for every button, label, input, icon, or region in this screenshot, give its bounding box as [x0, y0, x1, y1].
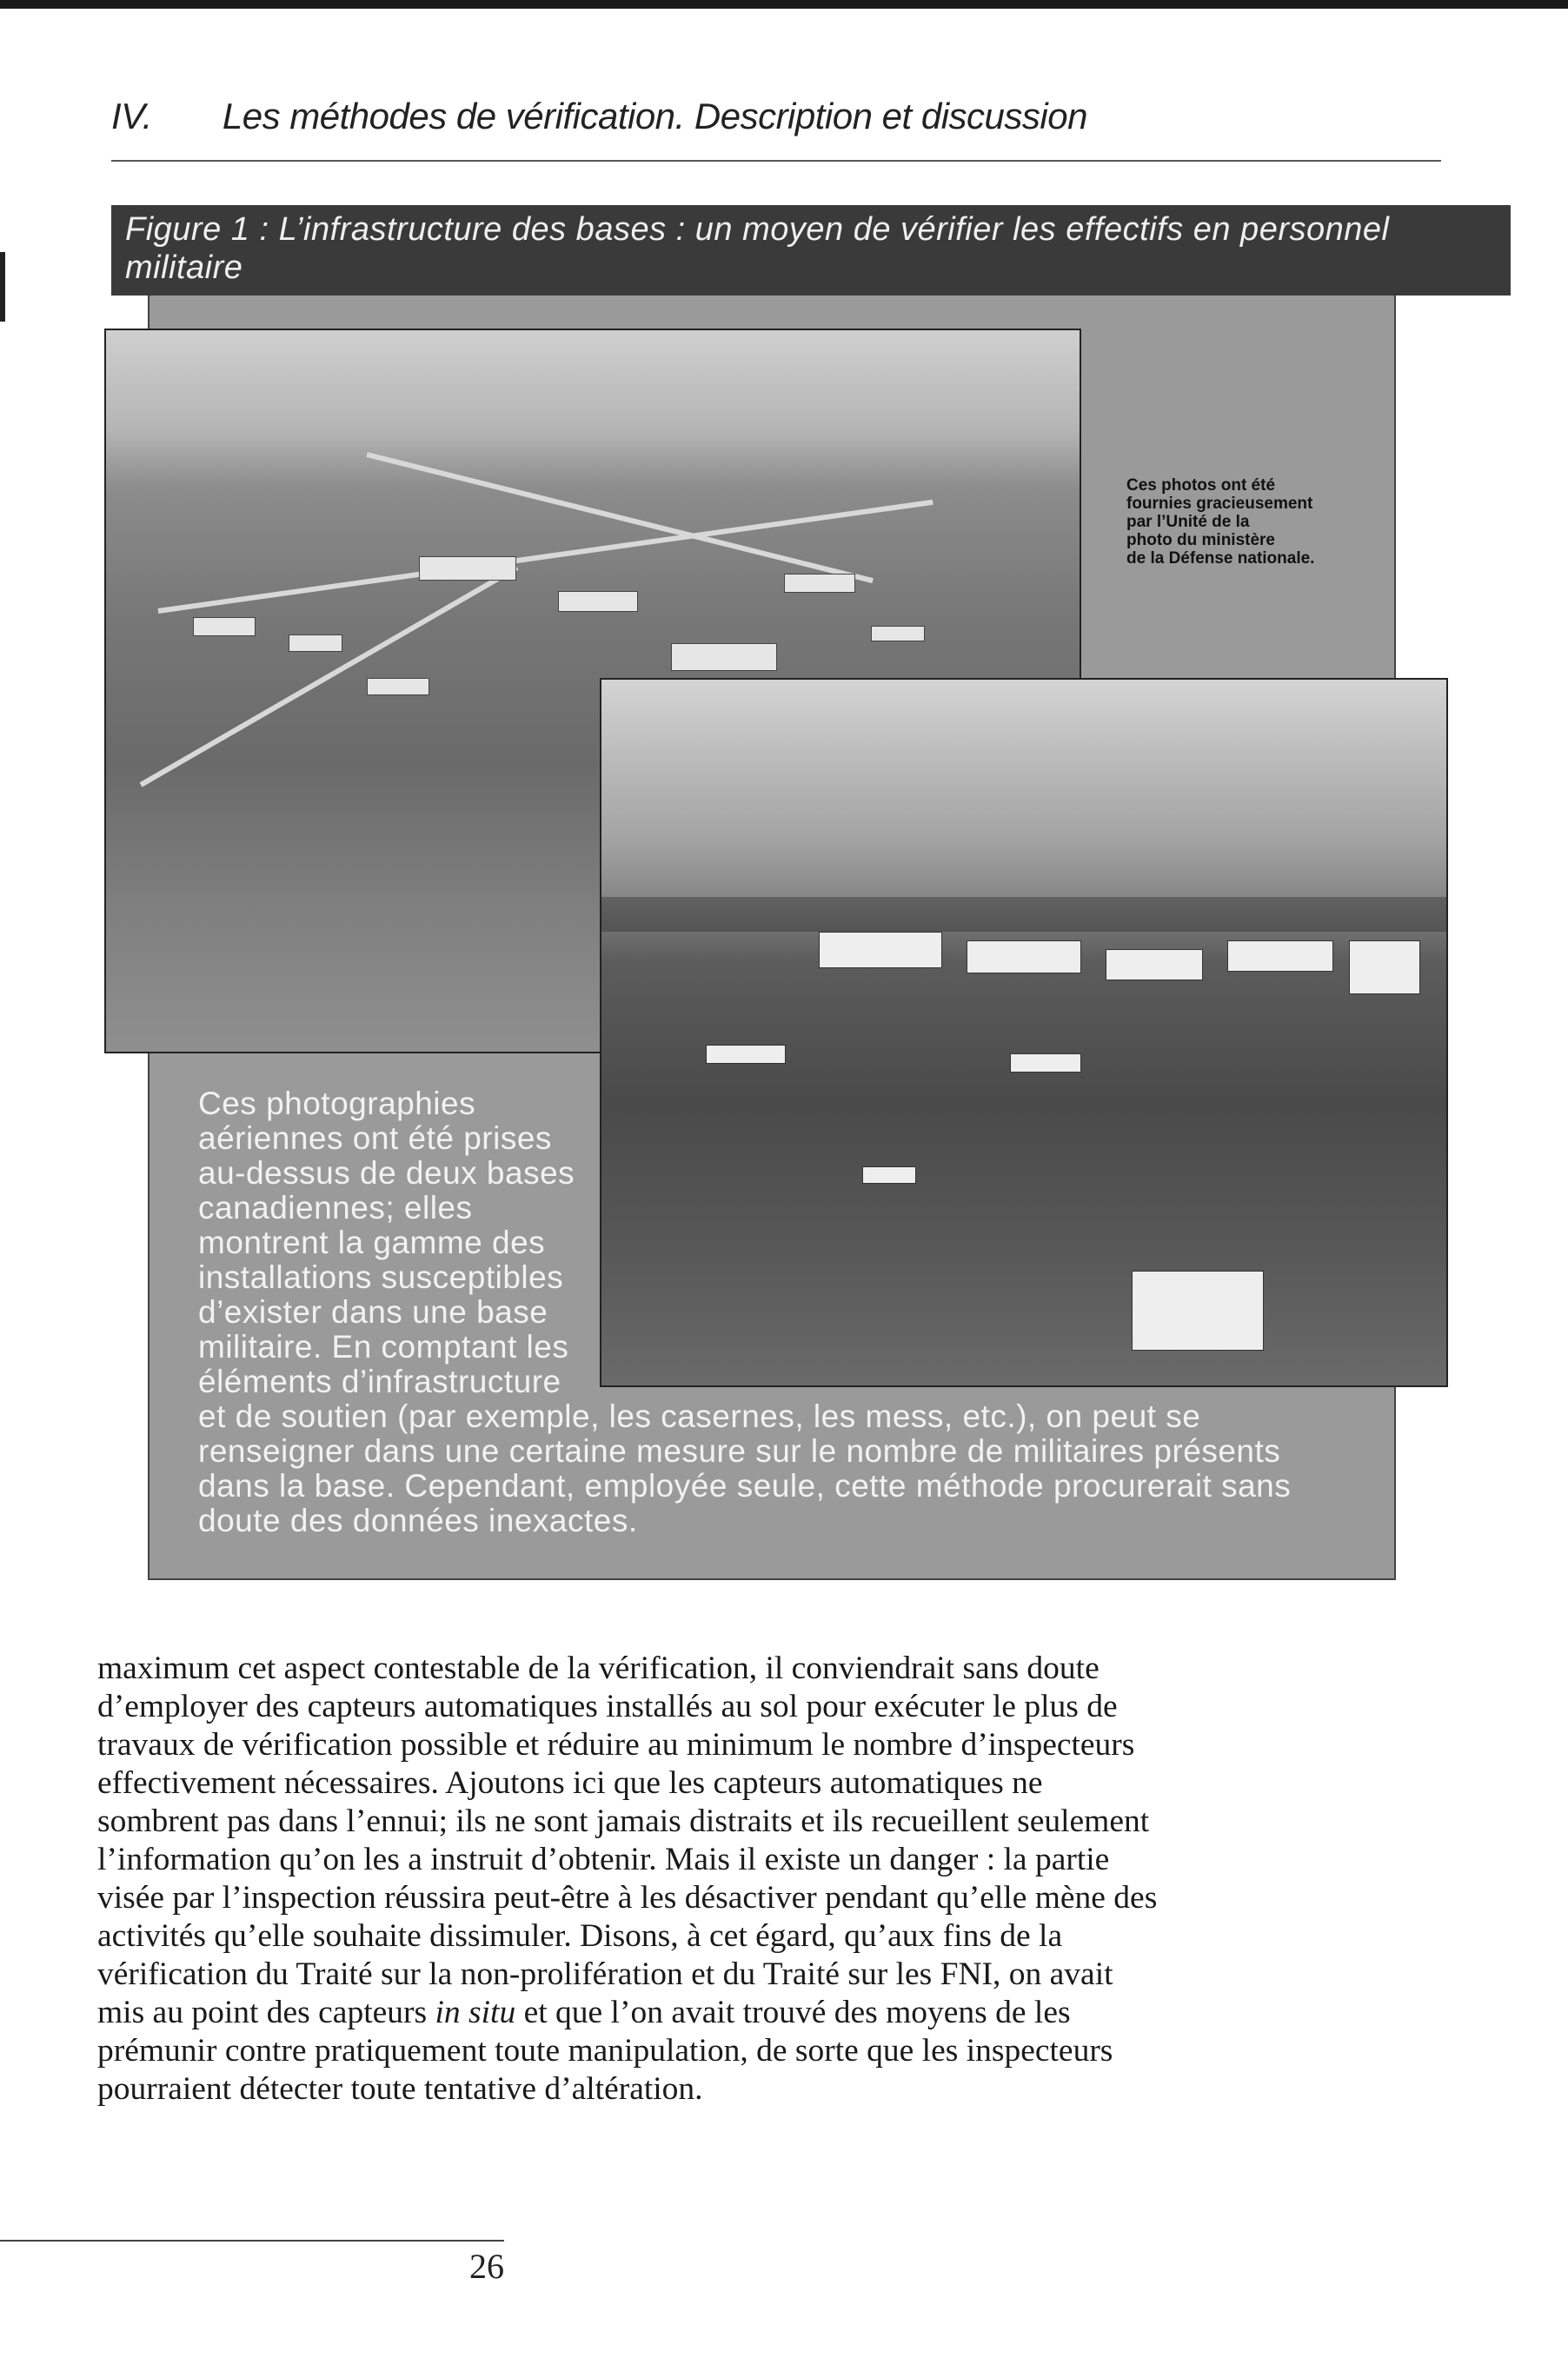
credit-line: Ces photos ont été [1126, 476, 1276, 495]
photo-building [784, 574, 855, 593]
caption-line: canadiennes; elles [198, 1190, 473, 1225]
caption-line: au-dessus de deux bases [198, 1155, 575, 1191]
text-run: et que l’on avait trouvé des moyens de les [515, 1995, 1071, 2030]
caption-line: dans la base. Cependant, employée seule, cette méthode procurerait sans [198, 1468, 1292, 1504]
left-margin-mark [0, 252, 5, 322]
body-line: pourraient détecter toute tentative d’altération. [97, 2071, 703, 2107]
top-border-rule [0, 0, 1568, 9]
photo-building [193, 617, 256, 636]
caption-line: doute des données inexactes. [198, 1503, 638, 1538]
figure-caption [198, 1086, 1337, 1538]
body-paragraph [97, 1650, 1479, 2109]
photo-building [706, 1045, 786, 1064]
body-line: sombrent pas dans l’ennui; ils ne sont jamais distraits et ils recueillent seulement [97, 1803, 1150, 1839]
credit-line: fournies gracieusement [1126, 495, 1313, 513]
chapter-number: IV. [111, 96, 152, 136]
body-line: effectivement nécessaires. Ajoutons ici que les capteurs automatiques ne [97, 1765, 1043, 1801]
body-line: l’information qu’on les a instruit d’obtenir. Mais il existe un danger : la partie [97, 1842, 1110, 1877]
credit-line: photo du ministère [1126, 531, 1275, 549]
photo-building [871, 626, 925, 641]
body-line: vérification du Traité sur la non-prolifération et du Traité sur les FNI, on avait [97, 1956, 1113, 1992]
photo-building [558, 591, 638, 612]
body-line: travaux de vérification possible et réduire au minimum le nombre d’inspecteurs [97, 1727, 1135, 1763]
body-line: prémunir contre pratiquement toute manipulation, de sorte que les inspecteurs [97, 2033, 1113, 2069]
photo-credit [1126, 476, 1387, 568]
photo-building [419, 556, 516, 581]
photo-building [289, 634, 342, 652]
figure-title-line: Figure 1 : L’infrastructure des bases : un moyen de vérifier les effectifs en personnel [125, 211, 1390, 248]
italic-term: in situ [435, 1995, 516, 2030]
caption-line: montrent la gamme des [198, 1225, 546, 1260]
header-rule [111, 160, 1441, 162]
photo-building [819, 932, 942, 968]
body-line: visée par l’inspection réussira peut-être à les désactiver pendant qu’elle mène des [97, 1880, 1158, 1916]
photo-building [1010, 1053, 1081, 1073]
caption-line: aériennes ont été prises [198, 1120, 552, 1156]
body-line: maximum cet aspect contestable de la vérification, il conviendrait sans doute [97, 1651, 1100, 1686]
credit-line: de la Défense nationale. [1126, 549, 1315, 568]
caption-line: d’exister dans une base [198, 1294, 548, 1330]
caption-line: Ces photographies [198, 1086, 476, 1121]
footer-rule [0, 2240, 504, 2242]
caption-line: et de soutien (par exemple, les casernes, les mess, etc.), on peut se [198, 1398, 1201, 1434]
figure-title-line: militaire [125, 249, 243, 286]
body-line: activités qu’elle souhaite dissimuler. Disons, à cet égard, qu’aux fins de la [97, 1918, 1063, 1954]
page-number: 26 [469, 2247, 504, 2286]
body-line-with-italic [97, 1994, 1479, 2032]
photo-building [367, 678, 429, 695]
running-head [111, 96, 1087, 137]
chapter-title: Les méthodes de vérification. Description et discussion [222, 96, 1087, 136]
caption-line: installations susceptibles [198, 1259, 564, 1295]
photo-road [158, 500, 933, 614]
photo-building [1227, 940, 1333, 972]
photo-building [1106, 949, 1203, 980]
credit-line: par l’Unité de la [1126, 513, 1250, 531]
caption-line: éléments d’infrastructure [198, 1364, 561, 1399]
photo-building [1349, 940, 1420, 994]
figure-title [111, 205, 1511, 296]
photo-building [671, 643, 777, 671]
body-line: d’employer des capteurs automatiques installés au sol pour exécuter le plus de [97, 1689, 1118, 1724]
photo-building [967, 940, 1081, 973]
caption-line: renseigner dans une certaine mesure sur le nombre de militaires présents [198, 1433, 1281, 1469]
photo-shadow [601, 897, 1448, 932]
photo-road [140, 565, 519, 787]
caption-line: militaire. En comptant les [198, 1329, 569, 1365]
text-run: mis au point des capteurs [97, 1995, 435, 2030]
